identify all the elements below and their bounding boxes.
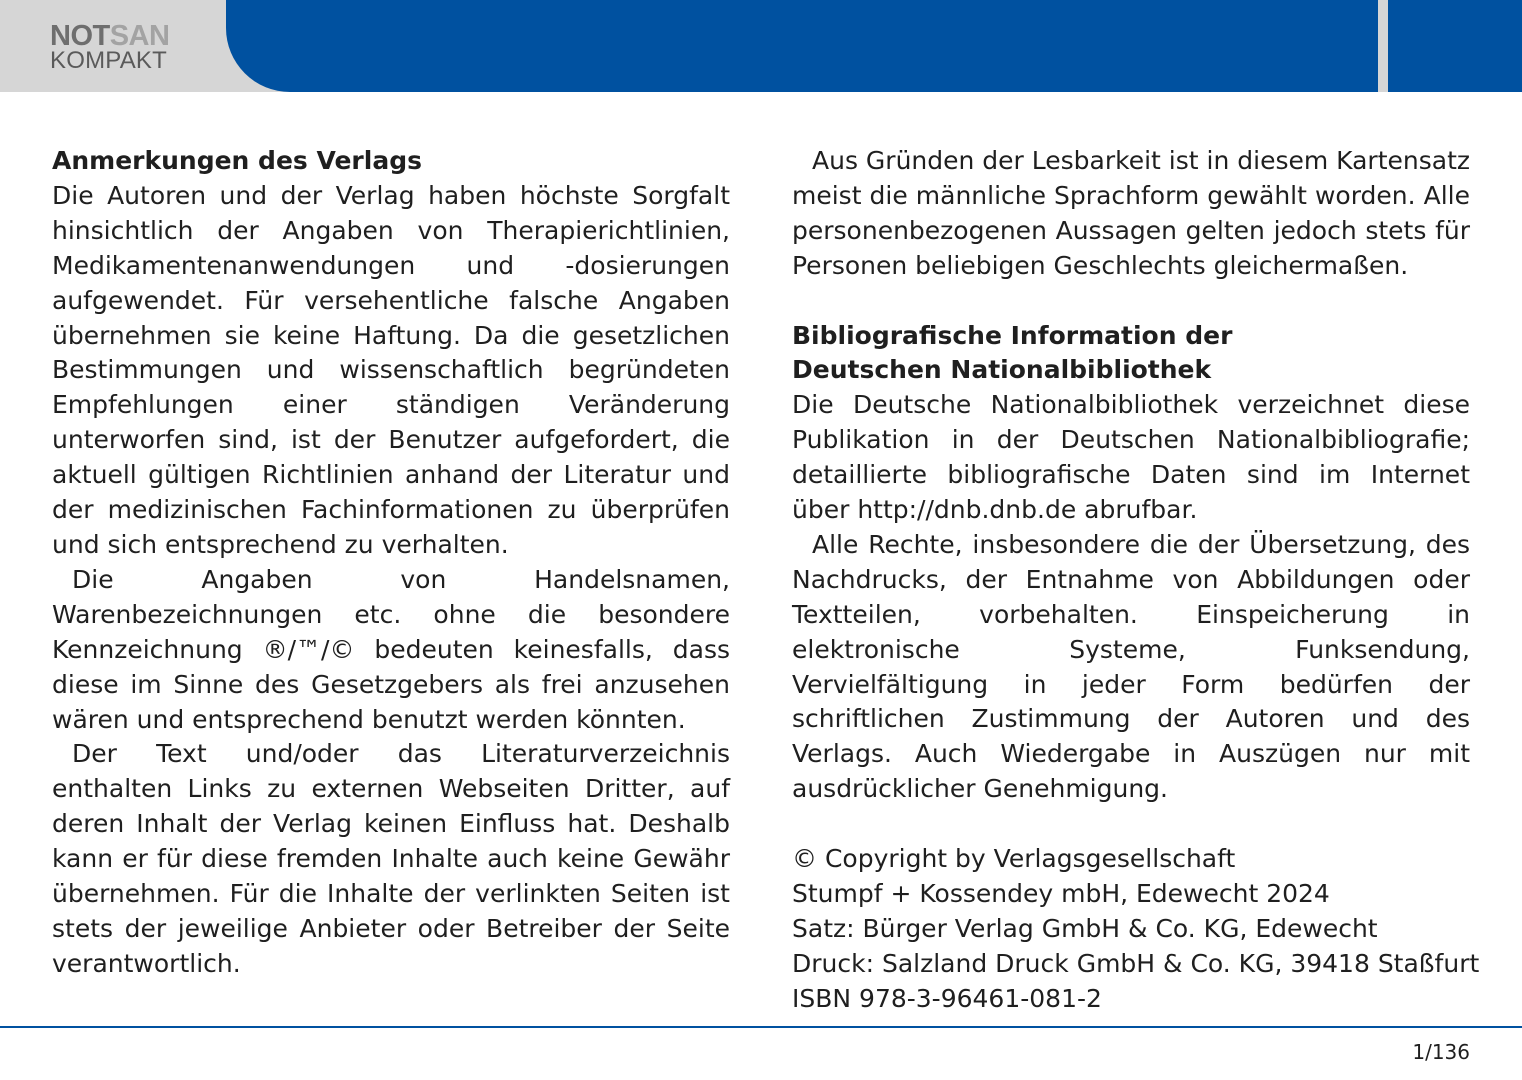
spacer <box>792 807 1470 842</box>
imprint-line: Druck: Salzland Druck GmbH & Co. KG, 39418 Staßfurt <box>792 948 1480 978</box>
imprint-line: © Copyright by Verlagsgesellschaft <box>792 844 1236 874</box>
publisher-notes-paragraph-1: Die Autoren und der Verlag haben höchste Sorgfalt hinsichtlich der Angaben von Therapierichtlinien, Medikamentenanwendungen und -dosierungen aufgewendet. Für versehentliche falsche Angaben übernehmen sie keine Haftung. Da die gesetzlichen Bestimmungen und wissenschaftlich begründeten Empfehlungen einer ständigen Veränderung unterworfen sind, ist der Benutzer aufgefordert, die aktuell gültigen Richtlinien anhand der Literatur und der medizinischen Fachinformationen zu überprüfen und sich entsprechend zu verhalten. <box>52 180 730 559</box>
imprint-line: Satz: Bürger Verlag GmbH & Co. KG, Edewecht <box>792 913 1378 943</box>
imprint-line: Stumpf + Kossendey mbH, Edewecht 2024 <box>792 879 1330 908</box>
header-blue-band <box>226 0 1378 92</box>
bibliographic-heading: Bibliografische Information der Deutschen Nationalbibliothek <box>792 320 1233 385</box>
imprint-block <box>792 842 1480 1017</box>
rights-paragraph: Alle Rechte, insbesondere die der Übersetzung, des Nachdrucks, der Entnahme von Abbildungen oder Textteilen, vorbehalten. Einspeicherung in elektronische Systeme, Funksendung, Vervielfältigung in jeder Form bedürfen der schriftlichen Zustimmung der Autoren und des Verlags. Auch Wiedergabe in Auszügen nur mit ausdrücklicher Genehmigung. <box>792 529 1470 804</box>
spacer <box>792 284 1470 319</box>
page-number: 1/136 <box>1412 1040 1470 1064</box>
notsan-kompakt-logo <box>50 22 169 73</box>
right-column <box>792 144 1480 1017</box>
left-column <box>52 144 730 982</box>
publisher-notes-paragraph-2: Die Angaben von Handelsnamen, Warenbezeichnungen etc. ohne die besondere Kennzeichnung ®/™/© bedeuten keinesfalls, dass diese im Sinne des Gesetzgebers als frei anzusehen wären und entsprechend benutzt werden könnten. <box>52 564 730 734</box>
header-bar <box>0 0 1522 92</box>
logo-wordmark: NOTSAN <box>50 20 170 52</box>
bibliographic-paragraph: Die Deutsche Nationalbibliothek verzeichnet diese Publikation in der Deutschen Nationalbibliografie; detaillierte bibliografische Daten sind im Internet über http://dnb.dnb.de abrufbar. <box>792 390 1470 525</box>
logo-subtitle: KOMPAKT <box>50 47 167 74</box>
language-note-paragraph: Aus Gründen der Lesbarkeit ist in diesem Kartensatz meist die männliche Sprachform gewählt worden. Alle personenbezogenen Aussagen gelten jedoch stets für Personen beliebigen Geschlechts gleichermaßen. <box>792 146 1471 280</box>
header-blue-band-end <box>1388 0 1522 92</box>
publisher-notes-heading: Anmerkungen des Verlags <box>52 146 422 175</box>
imprint-line: ISBN 978-3-96461-081-2 <box>792 983 1102 1013</box>
publisher-notes-paragraph-3: Der Text und/oder das Literaturverzeichnis enthalten Links zu externen Webseiten Dritter, auf deren Inhalt der Verlag keinen Einfluss hat. Deshalb kann er für diese fremden Inhalte auch keine Gewähr übernehmen. Für die Inhalte der verlinkten Seiten ist stets der jeweilige Anbieter oder Betreiber der Seite verantwortlich. <box>52 739 730 978</box>
footer-divider <box>0 1026 1522 1028</box>
